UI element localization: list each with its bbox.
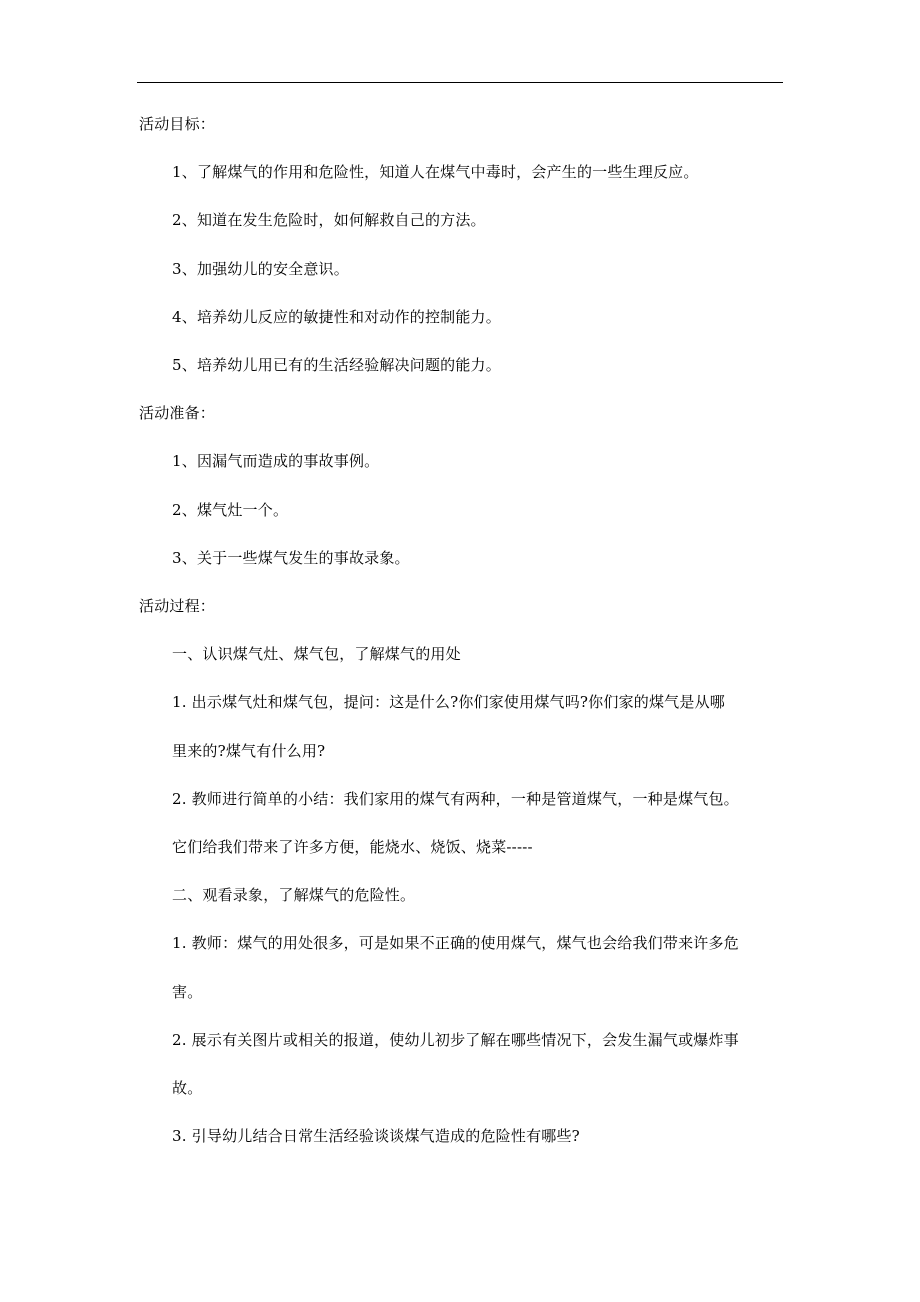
goal-item-2: 2、知道在发生危险时，如何解救自己的方法。 [172, 211, 486, 229]
process-line: 1. 教师：煤气的用处很多，可是如果不正确的使用煤气，煤气也会给我们带来许多危 [172, 934, 739, 952]
header-rule [137, 82, 783, 83]
process-line: 1. 出示煤气灶和煤气包，提问：这是什么?你们家使用煤气吗?你们家的煤气是从哪 [172, 693, 725, 711]
process-line: 它们给我们带来了许多方便，能烧水、烧饭、烧菜----- [172, 838, 533, 856]
process-line: 3. 引导幼儿结合日常生活经验谈谈煤气造成的危险性有哪些? [172, 1127, 580, 1145]
goal-item-5: 5、培养幼儿用已有的生活经验解决问题的能力。 [172, 356, 501, 374]
preparation-item-3: 3、关于一些煤气发生的事故录象。 [172, 549, 410, 567]
process-line: 故。 [172, 1079, 203, 1097]
process-line: 2. 教师进行简单的小结：我们家用的煤气有两种，一种是管道煤气，一种是煤气包。 [172, 790, 739, 808]
process-heading: 活动过程： [139, 597, 216, 615]
goal-item-3: 3、加强幼儿的安全意识。 [172, 260, 349, 278]
process-line: 里来的?煤气有什么用? [172, 742, 326, 760]
process-line: 害。 [172, 983, 203, 1001]
goal-item-4: 4、培养幼儿反应的敏捷性和对动作的控制能力。 [172, 308, 501, 326]
preparation-item-2: 2、煤气灶一个。 [172, 501, 289, 519]
process-step-2-heading: 二、观看录象，了解煤气的危险性。 [172, 886, 416, 904]
goals-heading: 活动目标： [139, 115, 216, 133]
process-step-1-heading: 一、认识煤气灶、煤气包，了解煤气的用处 [172, 645, 461, 663]
goal-item-1: 1、了解煤气的作用和危险性，知道人在煤气中毒时，会产生的一些生理反应。 [172, 163, 699, 181]
preparation-heading: 活动准备： [139, 404, 216, 422]
process-line: 2. 展示有关图片或相关的报道，使幼儿初步了解在哪些情况下，会发生漏气或爆炸事 [172, 1031, 739, 1049]
preparation-item-1: 1、因漏气而造成的事故事例。 [172, 452, 380, 470]
